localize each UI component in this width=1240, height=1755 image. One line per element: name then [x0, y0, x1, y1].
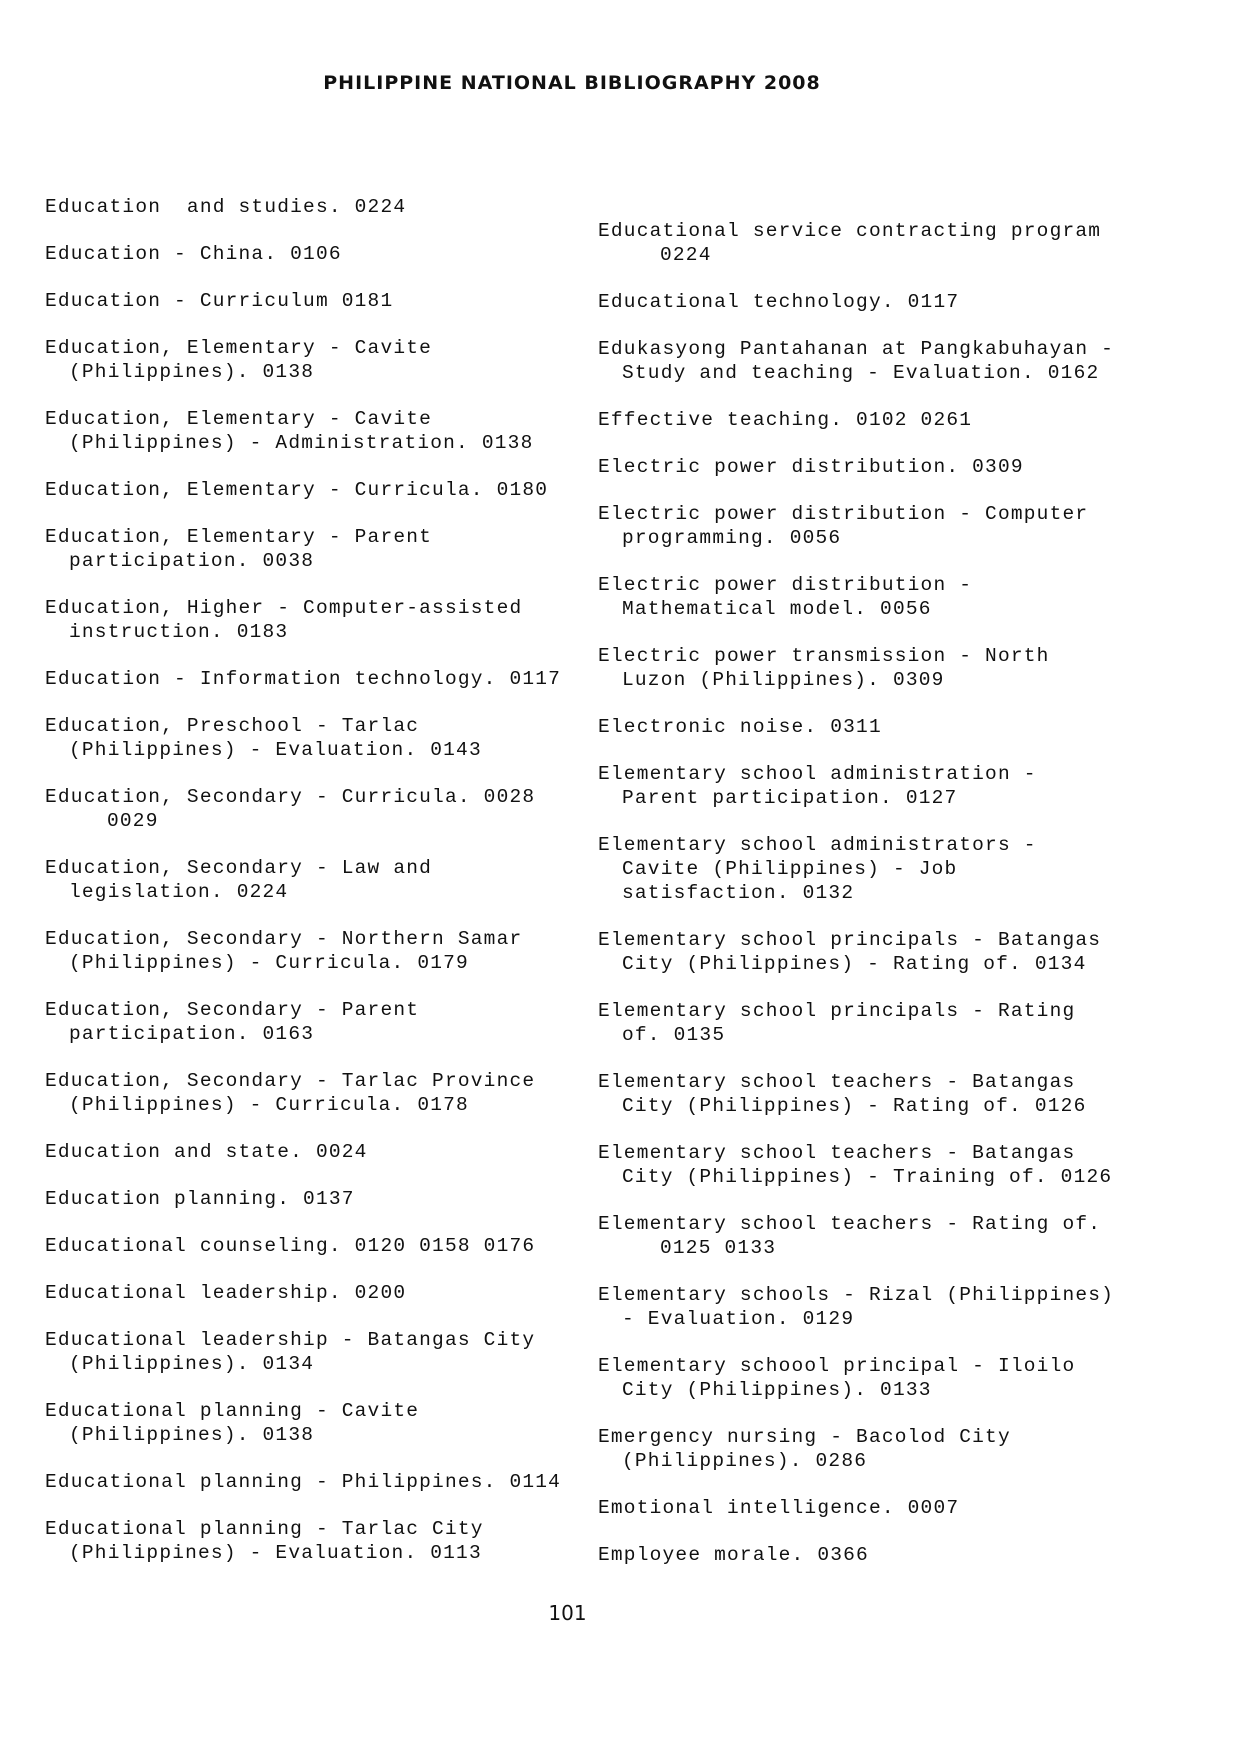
index-heading-continuation: (Philippines) - Curricula. 0179 [69, 952, 469, 974]
index-heading: Education and studies. 0224 [45, 196, 407, 218]
index-entry [45, 1140, 605, 1164]
index-heading-continuation: Parent participation. 0127 [622, 787, 958, 809]
index-entry [598, 1496, 1158, 1520]
index-entry [45, 407, 605, 455]
index-entry [45, 1187, 605, 1211]
index-heading: Elementary school teachers - Rating of. [598, 1213, 1102, 1235]
index-heading: Elementary schoool principal - Iloilo [598, 1355, 1076, 1377]
index-entry [598, 999, 1158, 1047]
index-entry [598, 928, 1158, 976]
index-heading-continuation: Luzon (Philippines). 0309 [622, 669, 945, 691]
index-entry [598, 455, 1158, 479]
index-heading: Electronic noise. 0311 [598, 716, 882, 738]
index-entry [598, 715, 1158, 739]
index-heading: Educational leadership - Batangas City [45, 1329, 536, 1351]
index-entry [45, 289, 605, 313]
index-entry [45, 927, 605, 975]
index-heading-continuation: participation. 0038 [69, 550, 315, 572]
index-heading-continuation: Study and teaching - Evaluation. 0162 [622, 362, 1100, 384]
index-heading-continuation: (Philippines) - Evaluation. 0143 [69, 739, 482, 761]
index-heading: Education, Elementary - Cavite [45, 408, 433, 430]
index-heading: Education, Secondary - Northern Samar [45, 928, 523, 950]
index-heading-continuation: 0125 0133 [660, 1237, 777, 1259]
index-entry [45, 1069, 605, 1117]
index-entry [598, 1141, 1158, 1189]
index-heading: Edukasyong Pantahanan at Pangkabuhayan - [598, 338, 1115, 360]
index-entry [598, 573, 1158, 621]
index-entry [598, 290, 1158, 314]
index-heading: Educational planning - Cavite [45, 1400, 420, 1422]
index-entry [45, 1234, 605, 1258]
index-heading-continuation: (Philippines). 0138 [69, 1424, 315, 1446]
index-heading-continuation: (Philippines). 0138 [69, 361, 315, 383]
index-heading: Emergency nursing - Bacolod City [598, 1426, 1011, 1448]
index-heading: Education, Elementary - Cavite [45, 337, 433, 359]
index-heading: Education - Information technology. 0117 [45, 668, 562, 690]
index-entry [45, 856, 605, 904]
index-entry [598, 1354, 1158, 1402]
index-entry [598, 1070, 1158, 1118]
index-heading-continuation: satisfaction. 0132 [622, 882, 855, 904]
index-heading: Elementary school principals - Rating [598, 1000, 1076, 1022]
index-entry [45, 596, 605, 644]
index-heading-continuation: Cavite (Philippines) - Job [622, 858, 958, 880]
index-heading: Elementary school administration - [598, 763, 1037, 785]
index-heading: Employee morale. 0366 [598, 1544, 869, 1566]
index-heading-continuation: City (Philippines) - Training of. 0126 [622, 1166, 1113, 1188]
index-entry [598, 337, 1158, 385]
index-heading: Education planning. 0137 [45, 1188, 355, 1210]
index-heading: Education, Secondary - Tarlac Province [45, 1070, 536, 1092]
index-heading: Emotional intelligence. 0007 [598, 1497, 960, 1519]
index-heading: Education - China. 0106 [45, 243, 342, 265]
index-heading: Education, Preschool - Tarlac [45, 715, 420, 737]
index-heading: Education, Higher - Computer-assisted [45, 597, 523, 619]
index-heading-continuation: City (Philippines) - Rating of. 0126 [622, 1095, 1087, 1117]
index-entry [598, 1425, 1158, 1473]
index-heading: Elementary school teachers - Batangas [598, 1071, 1076, 1093]
index-heading-continuation: instruction. 0183 [69, 621, 289, 643]
index-heading: Elementary school administrators - [598, 834, 1037, 856]
index-entry [45, 525, 605, 573]
index-entry [598, 502, 1158, 550]
index-entry [598, 408, 1158, 432]
index-entry [598, 833, 1158, 905]
index-entry [45, 336, 605, 384]
index-entry [45, 242, 605, 266]
index-heading: Educational counseling. 0120 0158 0176 [45, 1235, 536, 1257]
index-heading-continuation: - Evaluation. 0129 [622, 1308, 855, 1330]
page-number: 101 [548, 1601, 587, 1625]
index-heading: Education, Secondary - Parent [45, 999, 420, 1021]
index-entry [598, 219, 1158, 267]
index-entry [45, 785, 605, 833]
index-heading-continuation: (Philippines) - Evaluation. 0113 [69, 1542, 482, 1564]
index-entry [598, 1543, 1158, 1567]
index-heading-continuation: (Philippines). 0286 [622, 1450, 868, 1472]
index-entry [598, 1212, 1158, 1260]
index-entry [45, 1517, 605, 1565]
index-heading: Elementary school principals - Batangas [598, 929, 1102, 951]
index-heading-continuation: City (Philippines) - Rating of. 0134 [622, 953, 1087, 975]
index-heading: Electric power distribution - Computer [598, 503, 1089, 525]
index-heading: Education, Elementary - Parent [45, 526, 433, 548]
index-heading-continuation: programming. 0056 [622, 527, 842, 549]
index-heading: Educational service contracting program [598, 220, 1102, 242]
index-heading-continuation: participation. 0163 [69, 1023, 315, 1045]
index-entry [45, 714, 605, 762]
index-heading-continuation: legislation. 0224 [69, 881, 289, 903]
index-heading: Elementary schools - Rizal (Philippines) [598, 1284, 1115, 1306]
index-heading: Electric power distribution - [598, 574, 973, 596]
index-heading: Electric power distribution. 0309 [598, 456, 1024, 478]
index-heading: Education, Secondary - Law and [45, 857, 433, 879]
index-entry [45, 998, 605, 1046]
index-column-left [45, 195, 605, 1588]
index-entry [598, 644, 1158, 692]
index-heading-continuation: (Philippines) - Curricula. 0178 [69, 1094, 469, 1116]
index-entry [45, 195, 605, 219]
index-entry [45, 1328, 605, 1376]
index-heading: Educational technology. 0117 [598, 291, 960, 313]
index-heading: Electric power transmission - North [598, 645, 1050, 667]
index-heading: Education - Curriculum 0181 [45, 290, 394, 312]
index-heading-continuation: City (Philippines). 0133 [622, 1379, 932, 1401]
index-heading: Educational planning - Tarlac City [45, 1518, 484, 1540]
index-heading: Educational planning - Philippines. 0114 [45, 1471, 562, 1493]
index-heading: Effective teaching. 0102 0261 [598, 409, 973, 431]
index-heading: Education, Elementary - Curricula. 0180 [45, 479, 549, 501]
index-heading-continuation: 0224 [660, 244, 712, 266]
index-entry [45, 478, 605, 502]
index-entry [598, 762, 1158, 810]
index-heading-continuation: 0029 [107, 810, 159, 832]
index-heading: Education and state. 0024 [45, 1141, 368, 1163]
index-entry [598, 1283, 1158, 1331]
index-entry [45, 1470, 605, 1494]
index-entry [45, 667, 605, 691]
index-heading: Education, Secondary - Curricula. 0028 [45, 786, 536, 808]
index-entry [45, 1399, 605, 1447]
index-heading-continuation: Mathematical model. 0056 [622, 598, 932, 620]
page-title: PHILIPPINE NATIONAL BIBLIOGRAPHY 2008 [323, 72, 821, 94]
index-heading-continuation: of. 0135 [622, 1024, 726, 1046]
index-heading-continuation: (Philippines). 0134 [69, 1353, 315, 1375]
index-entry [45, 1281, 605, 1305]
index-heading: Educational leadership. 0200 [45, 1282, 407, 1304]
index-heading: Elementary school teachers - Batangas [598, 1142, 1076, 1164]
index-heading-continuation: (Philippines) - Administration. 0138 [69, 432, 534, 454]
index-column-right [598, 219, 1158, 1590]
